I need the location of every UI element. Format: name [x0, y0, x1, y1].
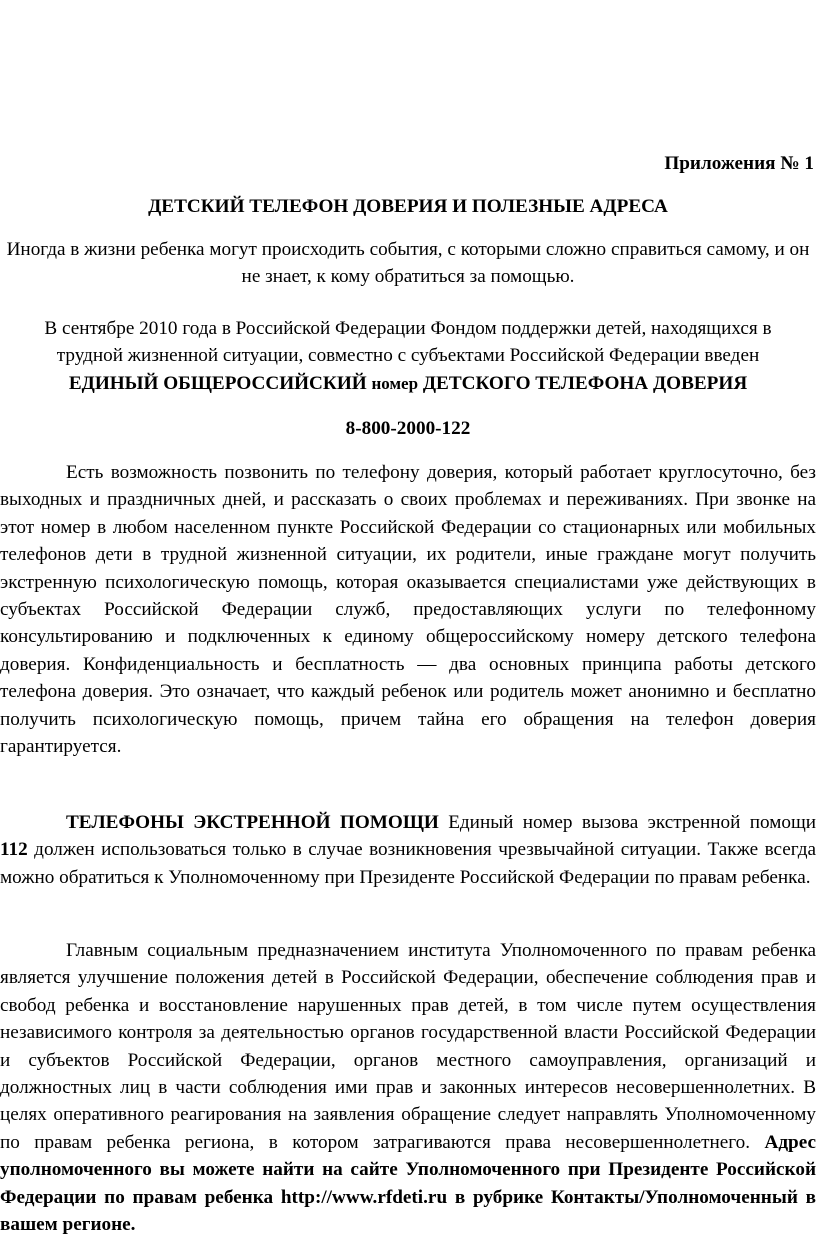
unified-part-2: номер: [371, 373, 419, 393]
emergency-heading: ТЕЛЕФОНЫ ЭКСТРЕННОЙ ПОМОЩИ: [66, 812, 439, 833]
intro-second-line-1: В сентябре 2010 года в Российской Федерации Фондом поддержки детей, находящихся в: [44, 318, 772, 339]
unified-part-1: ЕДИНЫЙ ОБЩЕРОССИЙСКИЙ: [68, 372, 367, 394]
intro-paragraph: Иногда в жизни ребенка могут происходить события, с которыми сложно справиться самому, и он не знает, к кому обратиться за помощью.: [6, 239, 810, 288]
appendix-label: Приложения № 1: [664, 153, 814, 174]
ombudsman-text: Главным социальным предназначением института Уполномоченного по правам ребенка является улучшение положения детей в Российской Федерации, обеспечение соблюдения прав и свобод ребенка и восстановление нарушенных прав детей, в том числе путем осуществления независимого контроля за деятельностью органов государственной власти Российской Федерации и субъектов Российской Федерации, органов местного самоуправления, организаций и должностных лиц в части соблюдения ими прав и законных интересов несовершеннолетних. В целях оперативного реагирования на заявления обращение следует направлять Уполномоченному по правам ребенка региона, в котором затрагиваются права несовершеннолетнего.: [0, 940, 816, 1153]
helpline-phone-number: 8-800-2000-122: [345, 418, 471, 439]
emergency-text-1: Единый номер вызова экстренной помощи: [438, 812, 816, 833]
intro-second-paragraph: [0, 315, 816, 397]
emergency-text-2: должен использоваться только в случае возникновения чрезвычайной ситуации. Также всегда можно обратиться к Уполномоченному при Президенте Российской Федерации по правам ребенка.: [0, 839, 816, 888]
intro-second-line-2: трудной жизненной ситуации, совместно с субъектами Российской Федерации введен: [56, 345, 760, 367]
ombudsman-address-note: Адрес уполномоченного вы можете найти на сайте Уполномоченного при Президенте Российской Федерации по правам ребенка http://www.rfdeti.ru в рубрике Контакты/Уполномоченный в вашем регионе.: [0, 1131, 816, 1236]
document-title: ДЕТСКИЙ ТЕЛЕФОН ДОВЕРИЯ И ПОЛЕЗНЫЕ АДРЕСА: [148, 196, 668, 217]
emergency-paragraph: [0, 809, 816, 891]
helpline-description-paragraph: Есть возможность позвонить по телефону доверия, который работает круглосуточно, без выходных и праздничных дней, и рассказать о своих проблемах и переживаниях. При звонке на этот номер в любом населенном пункте Российской Федерации со стационарных или мобильных телефонов дети в трудной жизненной ситуации, их родители, иные граждане могут получить экстренную психологическую помощь, которая оказывается специалистами уже действующих в субъектах Российской Федерации служб, предоставляющих услуги по телефонному консультированию и подключенных к единому общероссийскому номеру детского телефона доверия. Конфиденциальность и бесплатность — два основных принципа работы детского телефона доверия. Это означает, что каждый ребенок или родитель может анонимно и бесплатно получить психологическую помощь, причем тайна его обращения на телефон доверия гарантируется.: [0, 462, 816, 758]
ombudsman-paragraph: [0, 937, 816, 1238]
emergency-number: 112: [0, 839, 28, 861]
unified-part-3: ДЕТСКОГО ТЕЛЕФОНА ДОВЕРИЯ: [422, 372, 748, 394]
unified-number-heading: [0, 370, 816, 397]
